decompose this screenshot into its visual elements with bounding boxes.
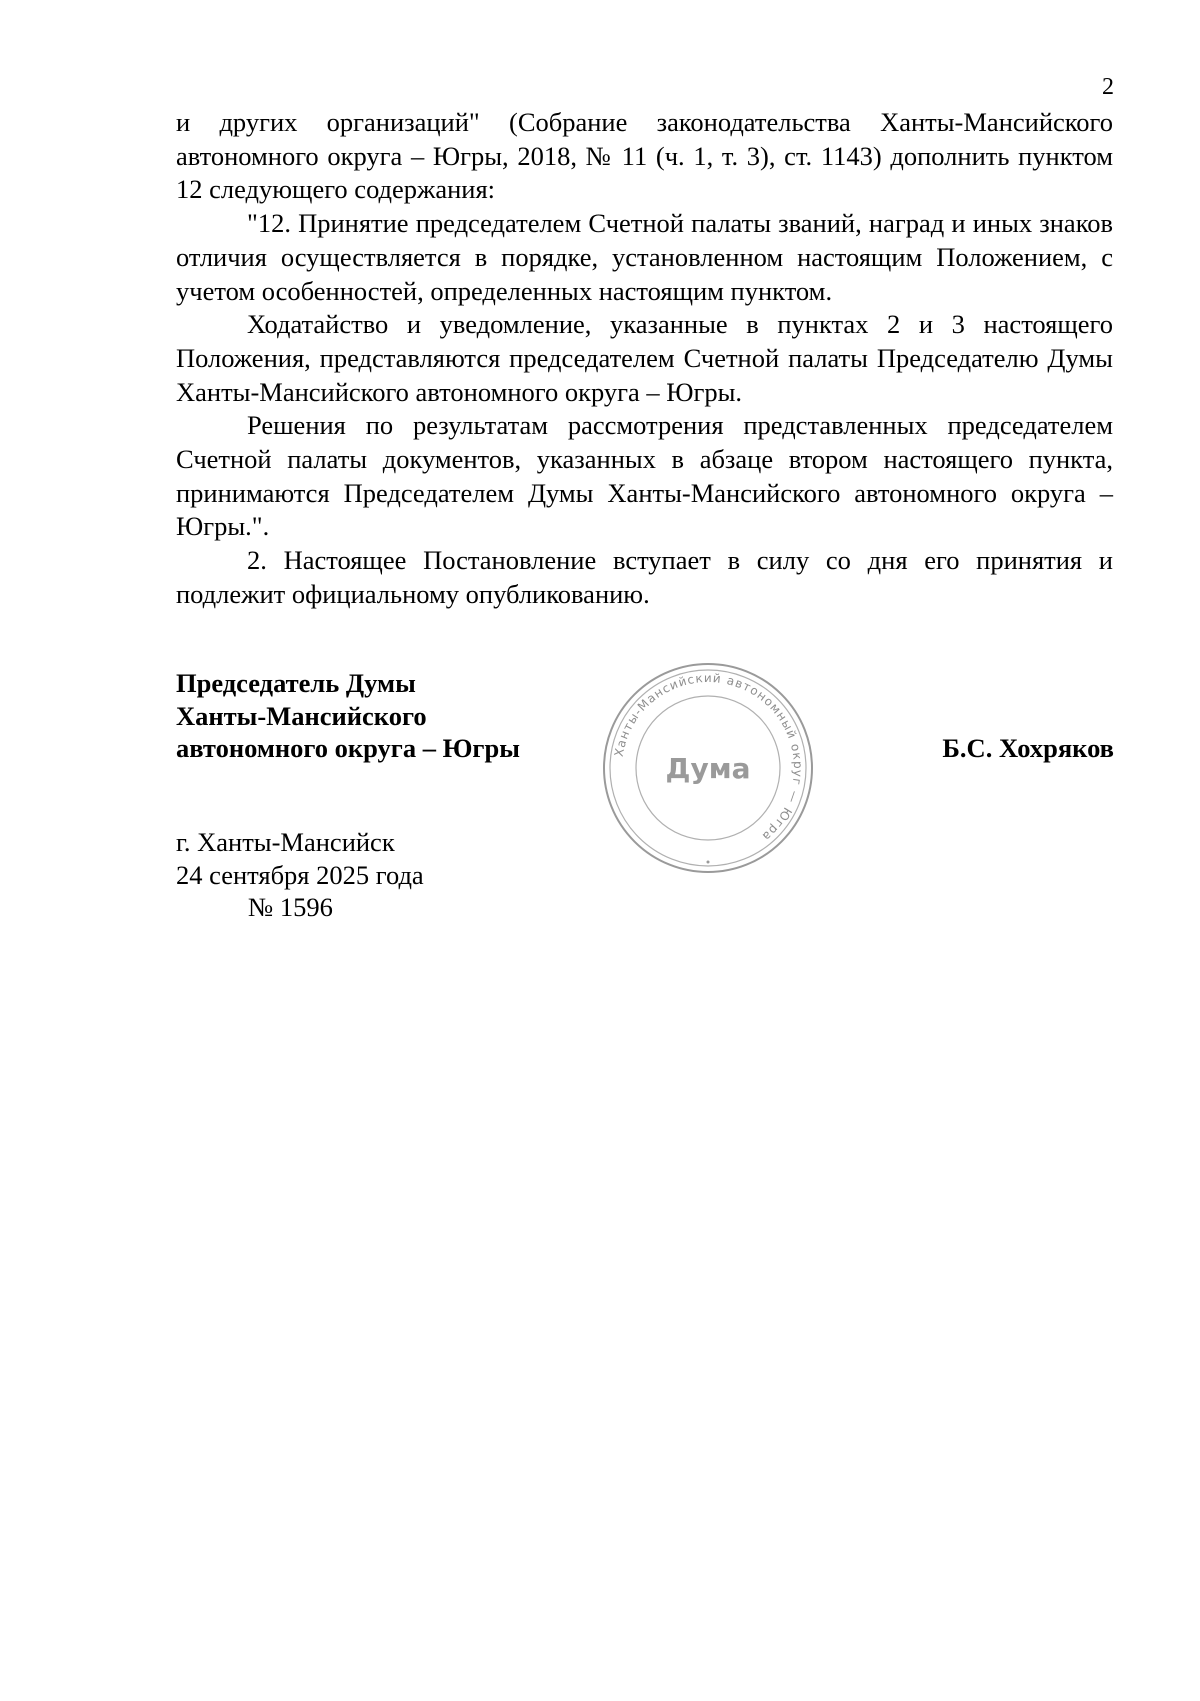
seal-ring-text: Ханты-Мансийский автономный округ — Югра xyxy=(611,670,806,845)
signatory-position-line: Председатель Думы xyxy=(176,668,416,698)
document-number: № 1596 xyxy=(248,892,333,922)
document-requisites xyxy=(176,826,424,924)
paragraph-petition: Ходатайство и уведомление, указанные в пунктах 2 и 3 настоящего Положения, представляются председателем Счетной палаты Председателю Думы Ханты-Мансийского автономного округа – Югры. xyxy=(176,309,1113,407)
signatory-position xyxy=(176,667,520,765)
paragraph-entry-into-force: 2. Настоящее Постановление вступает в силу со дня его принятия и подлежит официальному опубликованию. xyxy=(176,545,1113,609)
document-place: г. Ханты-Мансийск xyxy=(176,827,395,857)
official-seal xyxy=(598,658,818,878)
document-date: 24 сентября 2025 года xyxy=(176,859,424,890)
paragraph-point-12: "12. Принятие председателем Счетной палаты званий, наград и иных знаков отличия осуществляется в порядке, установленном настоящим Положением, с учетом особенностей, определенных настоящим пунктом. xyxy=(176,208,1113,306)
paragraph-decisions: Решения по результатам рассмотрения представленных председателем Счетной палаты документов, указанных в абзаце втором настоящего пункта, принимаются Председателем Думы Ханты-Мансийского автономного округа – Югры.". xyxy=(176,410,1113,542)
seal-center-text: Дума xyxy=(665,752,751,785)
document-body xyxy=(176,106,1113,612)
signatory-position-line: автономного округа – Югры xyxy=(176,733,520,763)
paragraph-continuation: и других организаций" (Собрание законодательства Ханты-Мансийского автономного округа – Югры, 2018, № 11 (ч. 1, т. 3), ст. 1143) дополнить пунктом 12 следующего содержания: xyxy=(176,107,1113,205)
signatory-name: Б.С. Хохряков xyxy=(942,733,1114,763)
page-number: 2 xyxy=(1102,74,1114,100)
signatory-position-line: Ханты-Мансийского xyxy=(176,700,427,731)
